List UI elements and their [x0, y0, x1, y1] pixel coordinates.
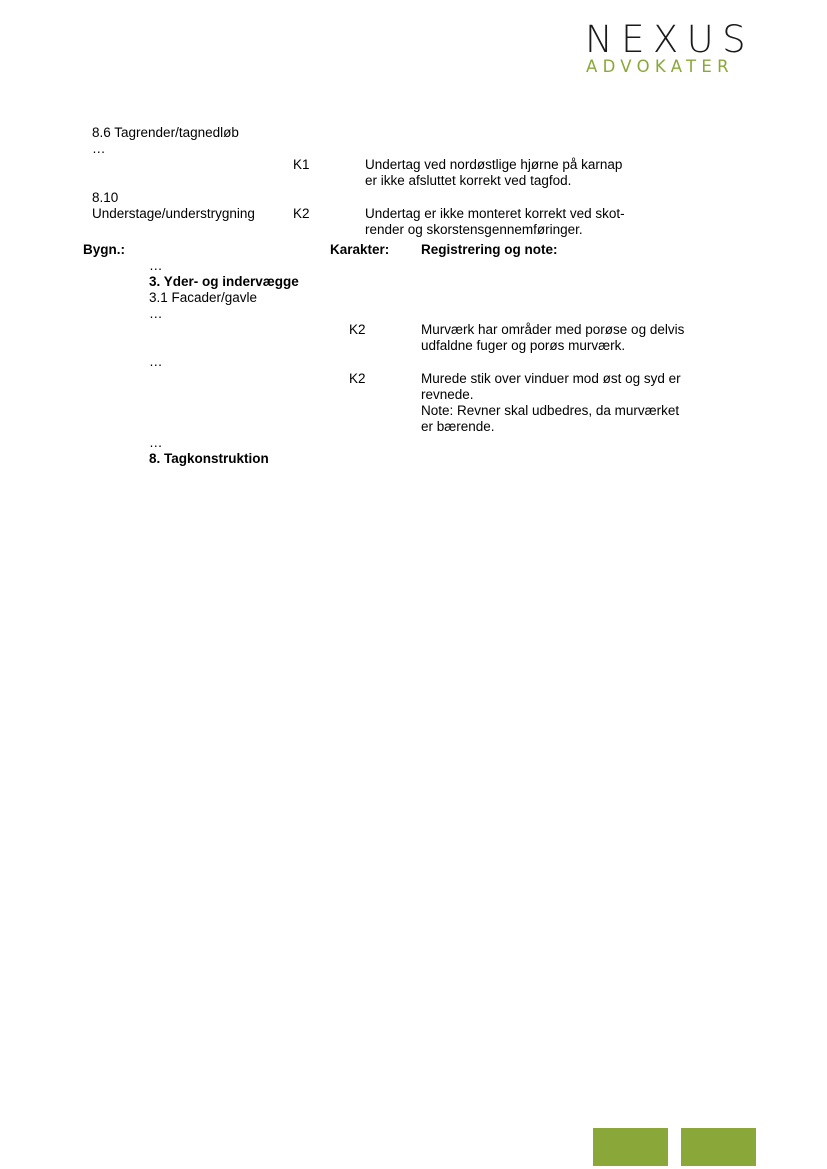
- note-line: er bærende.: [421, 419, 495, 434]
- header-karakter: Karakter:: [330, 242, 390, 257]
- footer-accent-box-right: [681, 1128, 756, 1166]
- section-8-6-heading: 8.6 Tagrender/tagnedløb: [92, 125, 239, 140]
- logo-subtitle: ADVOKATER: [586, 57, 734, 76]
- ellipsis: …: [149, 258, 163, 273]
- note-line: Murværk har områder med porøse og delvis: [421, 322, 685, 337]
- note-line: Note: Revner skal udbedres, da murværket: [421, 403, 680, 418]
- grade-k2: K2: [349, 322, 366, 337]
- section-8-10-number: 8.10: [92, 190, 119, 205]
- note-line: er ikke afsluttet korrekt ved tagfod.: [365, 173, 572, 188]
- section-8-10-title: Understage/understrygning: [92, 206, 255, 221]
- header-bygn: Bygn.:: [83, 242, 125, 257]
- grade-k1: K1: [293, 157, 310, 172]
- section-3-heading: 3. Yder- og indervægge: [149, 274, 299, 289]
- ellipsis: …: [149, 435, 163, 450]
- ellipsis: …: [149, 354, 163, 369]
- footer-accent-box-left: [593, 1128, 668, 1166]
- note-line: render og skorstensgennemføringer.: [365, 222, 583, 237]
- section-8-heading: 8. Tagkonstruktion: [149, 451, 269, 466]
- grade-k2: K2: [293, 206, 310, 221]
- header-registrering: Registrering og note:: [421, 242, 558, 257]
- section-3-1-heading: 3.1 Facader/gavle: [149, 290, 258, 305]
- note-line: Murede stik over vinduer mod øst og syd er: [421, 371, 681, 386]
- note-line: Undertag er ikke monteret korrekt ved skot-: [365, 206, 625, 221]
- ellipsis: …: [149, 306, 163, 321]
- note-line: revnede.: [421, 387, 474, 402]
- grade-k2: K2: [349, 371, 366, 386]
- logo-name: NEXUS: [585, 18, 754, 61]
- note-line: udfaldne fuger og porøs murværk.: [421, 338, 626, 353]
- ellipsis: …: [92, 141, 106, 156]
- note-line: Undertag ved nordøstlige hjørne på karnap: [365, 157, 623, 172]
